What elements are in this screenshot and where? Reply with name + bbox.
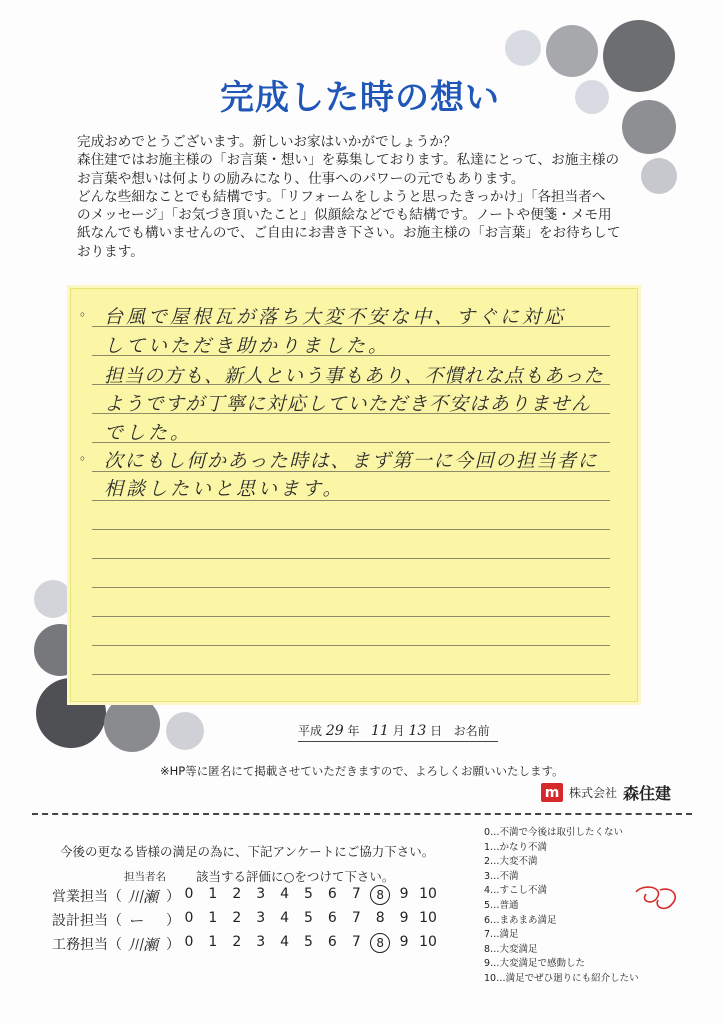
rating-option-5[interactable]	[298, 934, 320, 950]
rating-number: 0	[184, 886, 194, 902]
date-name-row	[298, 722, 498, 742]
ruled-line	[92, 645, 610, 646]
handwritten-line: でした。	[104, 422, 193, 444]
date-month: 11	[370, 723, 389, 739]
rating-option-0[interactable]	[178, 910, 200, 926]
rating-number: 2	[232, 934, 242, 950]
handwritten-line: ようですが丁寧に対応していただき不安はありません	[104, 393, 592, 415]
survey-paren-open: （	[108, 889, 122, 905]
rating-number: 1	[208, 886, 218, 902]
survey-paren-close: ）	[166, 913, 180, 929]
rating-number: 4	[280, 886, 290, 902]
intro-line: おります。	[77, 243, 144, 260]
survey-person-name: 川瀬	[128, 936, 159, 954]
handwritten-line: 台風で屋根瓦が落ち大変不安な中、すぐに対応	[104, 306, 567, 328]
rating-number: 10	[419, 886, 437, 902]
rating-option-7[interactable]	[345, 910, 367, 926]
date-month-label: 月	[392, 724, 405, 738]
handwritten-bullet: 。	[80, 448, 94, 463]
rating-number: 7	[351, 910, 361, 926]
company-prefix: 株式会社	[569, 786, 618, 800]
rating-option-1[interactable]	[202, 886, 224, 902]
company-block	[541, 781, 671, 804]
decor-circle	[34, 580, 72, 618]
scale-legend-item: 10…満足でぜひ廻りにも紹介したい	[484, 972, 639, 984]
rating-number: 0	[184, 910, 194, 926]
rating-number: 2	[232, 886, 242, 902]
rating-number: 7	[351, 934, 361, 950]
date-era: 平成	[298, 724, 323, 738]
rating-number: 3	[256, 934, 266, 950]
decor-circle	[603, 20, 675, 92]
rating-number: 1	[208, 910, 218, 926]
rating-number: 8	[370, 885, 390, 905]
rating-number: 6	[327, 910, 337, 926]
survey-paren-close: ）	[166, 937, 180, 953]
rating-number: 6	[327, 886, 337, 902]
handwritten-line: していただき助かりました。	[104, 335, 391, 357]
rating-option-6[interactable]	[321, 910, 343, 926]
survey-role: 工務担当	[52, 937, 108, 953]
decor-circle	[166, 712, 204, 750]
rating-option-9[interactable]	[393, 934, 415, 950]
page-title: 完成した時の想い	[220, 78, 500, 118]
rating-option-10[interactable]	[417, 886, 439, 902]
survey-role: 営業担当	[52, 889, 108, 905]
rating-option-8[interactable]	[369, 934, 391, 953]
handwritten-line: 担当の方も、新人という事もあり、不慣れな点もあった	[104, 365, 604, 387]
rating-number: 5	[304, 886, 313, 902]
cut-line	[32, 813, 692, 815]
rating-option-6[interactable]	[321, 934, 343, 950]
rating-number: 10	[419, 934, 437, 950]
rating-option-0[interactable]	[178, 934, 200, 950]
intro-line: お言葉や想いは何よりの励みになり、仕事へのパワーの元でもあります。	[77, 170, 525, 187]
rating-number: 8	[375, 910, 385, 926]
survey-person-name: 川瀬	[128, 888, 159, 906]
decor-circle	[104, 696, 160, 752]
date-year-label: 年	[347, 724, 360, 738]
rating-option-0[interactable]	[178, 886, 200, 902]
rating-option-2[interactable]	[226, 910, 248, 926]
rating-number: 8	[370, 933, 390, 953]
column-rating-header: 該当する評価に○をつけて下さい。	[196, 869, 395, 884]
rating-number: 7	[351, 886, 361, 902]
ruled-line	[92, 616, 610, 617]
decor-circle	[575, 80, 609, 114]
ruled-line	[92, 529, 610, 530]
rating-option-7[interactable]	[345, 934, 367, 950]
rating-number: 5	[304, 934, 313, 950]
rating-option-4[interactable]	[274, 934, 296, 950]
rating-option-7[interactable]	[345, 886, 367, 902]
rating-option-8[interactable]	[369, 910, 391, 926]
intro-text	[77, 133, 637, 261]
decor-circle	[641, 158, 677, 194]
scale-legend-item: 7…満足	[484, 929, 519, 941]
rating-number: 6	[327, 934, 337, 950]
intro-line: 紙なんでも構いませんので、ご自由にお書き下さい。お施主様の「お言葉」をお待ちして	[77, 225, 621, 242]
rating-number: 4	[280, 910, 290, 926]
column-person-header: 担当者名	[124, 871, 166, 883]
rating-option-5[interactable]	[298, 910, 320, 926]
rating-number: 9	[399, 910, 409, 926]
rating-number: 10	[419, 910, 437, 926]
scale-legend	[484, 826, 639, 987]
rating-number: 3	[256, 886, 266, 902]
date-day: 13	[408, 723, 427, 739]
rating-option-1[interactable]	[202, 910, 224, 926]
rating-number: 3	[256, 910, 266, 926]
rating-option-3[interactable]	[250, 886, 272, 902]
handwritten-line: 相談したいと思います。	[104, 478, 345, 500]
ruled-line	[92, 587, 610, 588]
rating-number: 4	[280, 934, 290, 950]
survey-paren-close: ）	[166, 889, 180, 905]
scale-legend-item: 5…普通	[484, 899, 519, 911]
rating-option-3[interactable]	[250, 910, 272, 926]
rating-number: 5	[304, 910, 313, 926]
rating-option-10[interactable]	[417, 910, 439, 926]
survey-paren-open: （	[108, 937, 122, 953]
rating-option-9[interactable]	[393, 886, 415, 902]
intro-line: どんな些細なことでも結構です。「リフォームをしようと思ったきっかけ」「各担当者へ	[77, 188, 606, 205]
scale-legend-item: 4…すこし不満	[484, 885, 548, 897]
rating-number: 2	[232, 910, 242, 926]
company-name: 森住建	[623, 784, 672, 803]
rating-option-3[interactable]	[250, 934, 272, 950]
rating-option-4[interactable]	[274, 910, 296, 926]
rating-option-4[interactable]	[274, 886, 296, 902]
intro-line: のメッセージ」「お気づき頂いたこと」似顔絵などでも結構です。ノートや便箋・メモ用	[77, 207, 612, 224]
rating-number: 9	[399, 886, 409, 902]
scale-legend-item: 3…不満	[484, 870, 519, 882]
rating-number: 0	[184, 934, 194, 950]
rating-option-6[interactable]	[321, 886, 343, 902]
scale-legend-item: 0…不満で今後は取引したくない	[484, 827, 624, 838]
publication-notice: ※HP等に匿名にて掲載させていただきますので、よろしくお願いいたします。	[160, 764, 564, 778]
decor-circle	[505, 30, 541, 66]
rating-option-2[interactable]	[226, 934, 248, 950]
ruled-line	[92, 558, 610, 559]
decor-circle	[546, 25, 598, 77]
scale-legend-item: 1…かなり不満	[484, 841, 548, 853]
scale-legend-item: 2…大変不満	[484, 856, 538, 868]
scale-legend-item: 8…大変満足	[484, 943, 538, 955]
rating-option-10[interactable]	[417, 934, 439, 950]
date-year: 29	[325, 723, 344, 739]
company-logo: m	[541, 783, 563, 802]
rating-option-9[interactable]	[393, 910, 415, 926]
rating-number: 9	[399, 934, 409, 950]
scale-legend-item: 6…まあまあ満足	[484, 914, 557, 926]
ruled-line	[92, 674, 610, 675]
rating-option-1[interactable]	[202, 934, 224, 950]
rating-option-2[interactable]	[226, 886, 248, 902]
scale-legend-item: 9…大変満足で感動した	[484, 958, 586, 970]
survey-heading: 今後の更なる皆様の満足の為に、下記アンケートにご協力下さい。	[60, 844, 435, 859]
rating-option-5[interactable]	[298, 886, 320, 902]
survey-person-name: ー	[128, 912, 144, 930]
date-day-label: 日	[430, 724, 443, 738]
name-label: お名前	[453, 724, 490, 738]
handwritten-bullet: 。	[80, 304, 94, 319]
survey-paren-open: （	[108, 913, 122, 929]
red-stamp-mark	[632, 882, 684, 918]
intro-line: 完成おめでとうございます。新しいお家はいかがでしょうか？	[77, 134, 457, 150]
rating-option-8[interactable]	[369, 886, 391, 905]
handwritten-line: 次にもし何かあった時は、まず第一に今回の担当者に	[104, 450, 599, 472]
rating-number: 1	[208, 934, 218, 950]
survey-role: 設計担当	[52, 913, 108, 929]
intro-line: 森住建ではお施主様の「お言葉・想い」を募集しております。私達にとって、お施主様の	[77, 152, 620, 169]
